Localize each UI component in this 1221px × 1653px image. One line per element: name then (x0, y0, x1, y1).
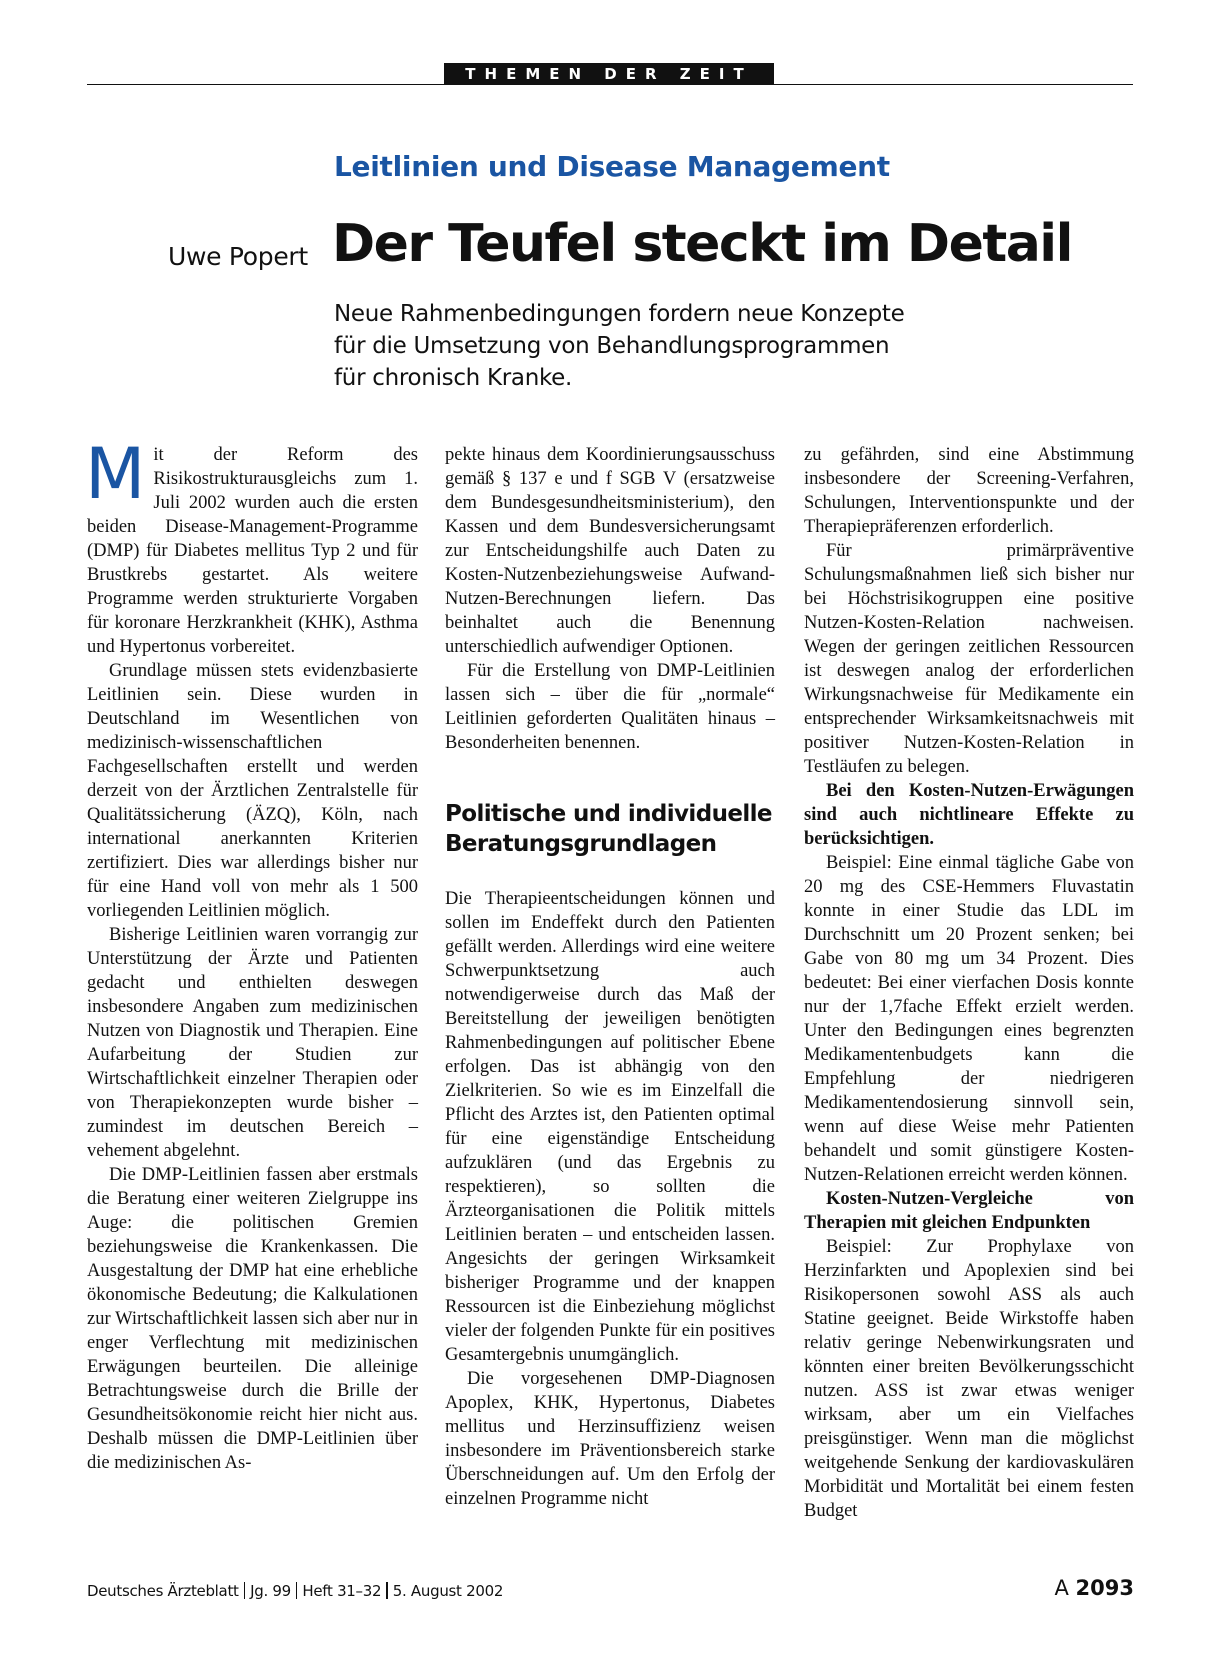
body-paragraph (85, 433, 418, 659)
subtitle-line: für chronisch Kranke. (334, 365, 573, 391)
page-prefix: A (1054, 1576, 1069, 1600)
body-paragraph: Die DMP-Leitlinien fassen aber erstmals die Beratung einer weiteren Zielgruppe ins Auge: die politischen Gremien beziehungsweise die Krankenkassen. Die Ausgestaltung der DMP hat eine erhebliche ökonomische Bedeutung; die Kalkulationen zur Wirtschaftlichkeit lassen sich aber nur in enger Verflechtung mit medizinischen Erwägungen beurteilen. Die alleinige Betrachtungsweise durch die Brille der Gesundheitsökonomie reicht hier nicht aus. Deshalb müssen die DMP-Leitlinien über die medizinischen As- (87, 1165, 418, 1473)
journal-issue: Heft 31–32 (302, 1582, 382, 1600)
section-heading: Politische und individuelle Beratungsgrundlagen (445, 801, 772, 857)
body-paragraph: zu gefährden, sind eine Abstimmung insbesondere der Screening-Verfahren, Schulungen, Interventionspunkte und der Therapiepräferenzen erforderlich. (804, 445, 1134, 537)
drop-cap: M (85, 433, 146, 515)
body-paragraph: Die Therapieentscheidungen können und sollen im Endeffekt durch den Patienten gefällt werden. Allerdings wird eine weitere Schwerpunktsetzung auch notwendigerweise durch das Maß der Bereitstellung der jeweiligen benötigten Rahmenbedingungen auf politischer Ebene erfolgen. Das ist abhängig von den Zielkriterien. So wie es im Einzelfall die Pflicht des Arztes ist, den Patienten optimal für eine eigenständige Entscheidung aufzuklären (und das Ergebnis zu respektieren), so sollten die Ärzteorganisationen die Politik mittels Leitlinien beraten – und entscheiden lassen. Angesichts der geringen Wirksamkeit bisheriger Programme und der knappen Ressourcen ist die Einbeziehung möglichst vieler der folgenden Punkte für ein positives Gesamtergebnis unumgänglich. (445, 889, 775, 1365)
footer-separator (296, 1582, 298, 1599)
body-paragraph: Beispiel: Zur Prophylaxe von Herzinfarkten und Apoplexien sind bei Risikopersonen sowohl ASS als auch Statine geeignet. Beide Wirkstoffe haben relativ geringe Nebenwirkungsraten und könnten einer breiten Bevölkerungsschicht nutzen. ASS ist zwar etwas weniger wirksam, aber um ein Vielfaches preisgünstiger. Wenn man die möglichst weitgehende Senkung der kardiovaskulären Morbidität und Mortalität bei einem festen Budget (804, 1237, 1134, 1521)
article-kicker: Leitlinien und Disease Management (334, 150, 890, 183)
body-paragraph: Grundlage müssen stets evidenzbasierte Leitlinien sein. Diese wurden in Deutschland im Wesentlichen von medizinisch-wissenschaftlichen Fachgesellschaften erstellt und werden derzeit von der Ärztlichen Zentralstelle für Qualitätssicherung (ÄZQ), Köln, nach international anerkannten Kriterien zertifiziert. Dies war allerdings bisher nur für eine Hand voll von mehr als 1 500 vorliegenden Leitlinien möglich. (87, 661, 418, 921)
body-paragraph: pekte hinaus dem Koordinierungsausschuss gemäß § 137 e und f SGB V (ersatzweise dem Bundesgesundheitsministerium), den Kassen und dem Bundesversicherungsamt zur Entscheidungshilfe auch Daten zu Kosten-Nutzenbeziehungsweise Aufwand-Nutzen-Berechnungen liefern. Das beinhaltet auch die Benennung unterschiedlich aufwendiger Optionen. (445, 445, 775, 657)
footer-citation (87, 1582, 503, 1600)
body-paragraph: Bisherige Leitlinien waren vorrangig zur Unterstützung der Ärzte und Patienten gedacht und enthielten deswegen insbesondere Angaben zum medizinischen Nutzen von Diagnostik und Therapien. Eine Aufarbeitung der Studien zur Wirtschaftlichkeit einzelner Therapien oder von Therapiekonzepten wurde bisher – zumindest im deutschen Bereich – vehement abgelehnt. (87, 925, 418, 1161)
subtitle-line: Neue Rahmenbedingungen fordern neue Konzepte (334, 301, 905, 327)
page-number (1054, 1576, 1134, 1600)
journal-volume: Jg. 99 (250, 1582, 291, 1600)
journal-name: Deutsches Ärzteblatt (87, 1582, 239, 1600)
body-paragraph: Beispiel: Eine einmal tägliche Gabe von 20 mg des CSE-Hemmers Fluvastatin konnte in einer Studie das LDL im Durchschnitt um 20 Prozent senken; bei Gabe von 80 mg um 34 Prozent. Dies bedeutet: Bei einer vierfachen Dosis konnte nur der 1,7fache Effekt erzielt werden. Unter den Bedingungen eines begrenzten Medikamentenbudgets kann die Empfehlung der niedrigeren Medikamentendosierung sinnvoll sein, wenn auf diese Weise mehr Patienten behandelt und somit günstigere Kosten-Nutzen-Relationen erreicht werden können. (804, 853, 1134, 1185)
body-column-1 (85, 433, 418, 1475)
page-number-value: 2093 (1075, 1576, 1134, 1600)
section-label: THEMEN DER ZEIT (444, 63, 774, 85)
article-author: Uwe Popert (168, 242, 308, 271)
bold-subheading: Kosten-Nutzen-Vergleiche von Therapien mit gleichen Endpunkten (804, 1189, 1134, 1233)
body-column-3 (804, 443, 1134, 1523)
subtitle-line: für die Umsetzung von Behandlungsprogrammen (334, 333, 890, 359)
body-paragraph: Die vorgesehenen DMP-Diagnosen Apoplex, KHK, Hypertonus, Diabetes mellitus und Herzinsuffizienz weisen insbesondere im Präventionsbereich starke Überschneidungen auf. Um den Erfolg der einzelnen Programme nicht (445, 1369, 775, 1509)
footer-separator (386, 1582, 388, 1599)
body-column-2 (445, 443, 775, 1511)
article-subtitle (334, 298, 904, 394)
body-paragraph: Für primärpräventive Schulungsmaßnahmen ließ sich bisher nur bei Höchstrisikogruppen eine positive Nutzen-Kosten-Relation nachweisen. Wegen der geringen zeitlichen Ressourcen ist deswegen analog der erforderlichen Wirkungsnachweise für Medikamente ein entsprechender Wirksamkeitsnachweis mit positiver Nutzen-Kosten-Relation in Testläufen zu belegen. (804, 541, 1134, 777)
body-paragraph: Für die Erstellung von DMP-Leitlinien lassen sich – über die für „normale“ Leitlinien geforderten Qualitäten hinaus – Besonderheiten benennen. (445, 661, 775, 753)
bold-subheading: Bei den Kosten-Nutzen-Erwägungen sind auch nichtlineare Effekte zu berücksichtigen. (804, 781, 1134, 849)
paragraph-text: it der Reform des Risikostrukturausgleichs zum 1. Juli 2002 wurden auch die ersten beiden Disease-Management-Programme (DMP) für Diabetes mellitus Typ 2 und für Brustkrebs gestartet. Als weitere Programme werden strukturierte Vorgaben für koronare Herzkrankheit (KHK), Asthma und Hypertonus vorbereitet. (87, 445, 418, 657)
journal-date: 5. August 2002 (392, 1582, 504, 1600)
article-headline: Der Teufel steckt im Detail (332, 214, 1072, 274)
footer-separator (244, 1582, 246, 1599)
